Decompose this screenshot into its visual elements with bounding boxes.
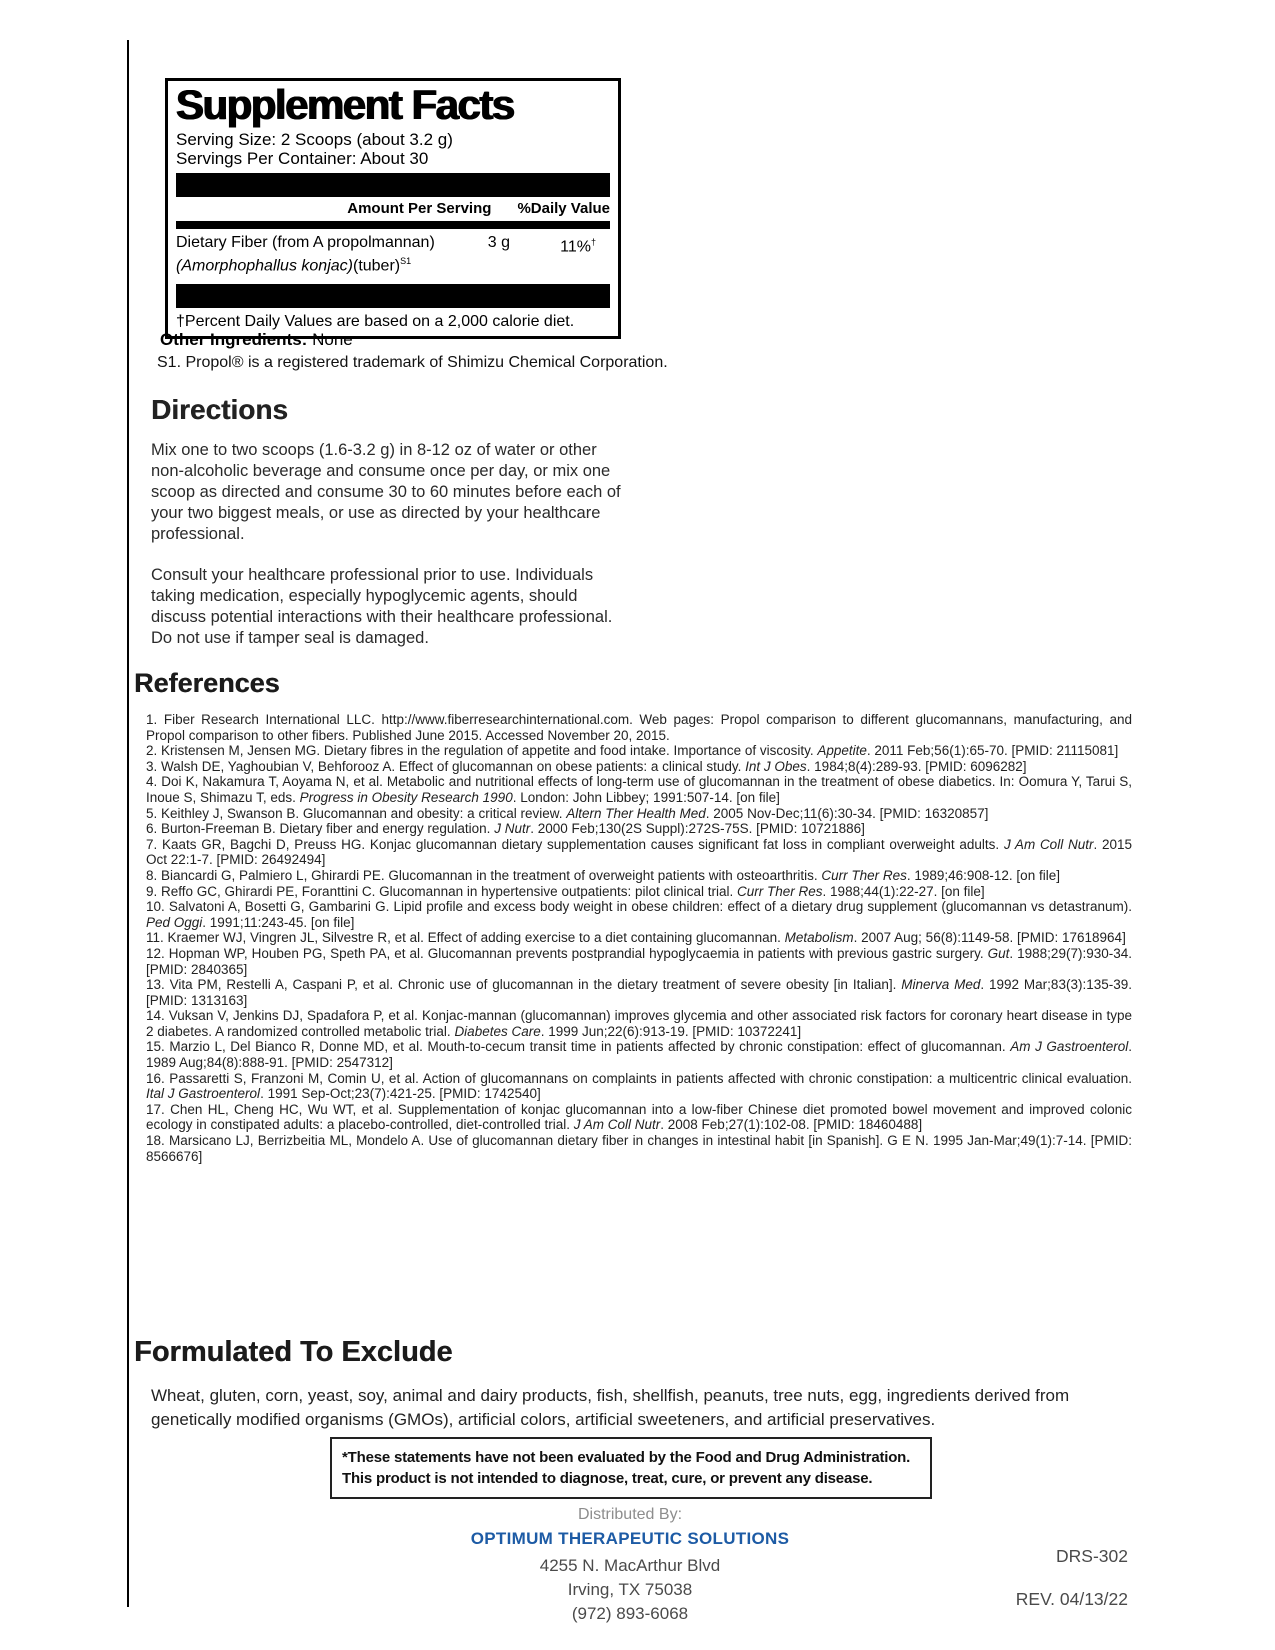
divider-bar-thick [176,173,610,197]
daily-value-footnote: †Percent Daily Values are based on a 2,000 calorie diet. [176,313,575,331]
supplement-facts-title: Supplement Facts [176,81,514,128]
reference-item: 14. Vuksan V, Jenkins DJ, Spadafora P, et al. Konjac-mannan (glucomannan) improves glycemia and other associated risk factors for coronary heart disease in type 2 diabetes. A randomized controlled metabolic trial. Diabetes Care. 1999 Jun;22(6):913-19. [PMID: 10372241] [146,1008,1132,1039]
reference-item: 16. Passaretti S, Franzoni M, Comin U, et al. Action of glucomannans on complaints in patients affected with chronic constipation: a multicentric clinical evaluation. Ital J Gastroenterol. 1991 Sep-Oct;23(7):421-25. [PMID: 1742540] [146,1070,1132,1102]
reference-item: 13. Vita PM, Restelli A, Caspani P, et al. Chronic use of glucomannan in the dietary treatment of severe obesity [in Italian]. Minerva Med. 1992 Mar;83(3):135-39. [PMID: 1313163] [146,977,1132,1008]
distributor-block [415,1506,845,1626]
distributor-address-line2: Irving, TX 75038 [567,1580,693,1599]
directions-paragraph: Consult your healthcare professional prior to use. Individuals taking medication, especially hypoglycemic agents, should discuss potential interactions with their healthcare professional. Do not use if tamper seal is damaged. [151,566,613,647]
directions-heading: Directions [151,394,288,425]
fda-disclaimer-line2: This product is not intended to diagnose, treat, cure, or prevent any disease. [342,1470,873,1487]
reference-item: 15. Marzio L, Del Bianco R, Donne MD, et al. Mouth-to-cecum transit time in patients affected by chronic constipation: effect of glucomannan. Am J Gastroenterol. 1989 Aug;84(8):888-91. [PMID: 2547312] [146,1039,1132,1071]
revision-date: REV. 04/13/22 [1015,1589,1128,1609]
reference-item: 18. Marsicano LJ, Berrizbeitia ML, Mondelo A. Use of glucomannan dietary fiber in changes in intestinal habit [in Spanish]. G E N. 1995 Jan-Mar;49(1):7-14. [PMID: 8566676] [146,1133,1132,1164]
reference-item: 4. Doi K, Nakamura T, Aoyama N, et al. Metabolic and nutritional effects of long-term use of glucomannan in the treatment of obese diabetics. In: Oomura Y, Tarui S, Inoue S, Shimazu T, eds. Progress in Obesity Research 1990. London: John Libbey; 1991:507-14. [on file] [146,774,1132,805]
reference-item: 1. Fiber Research International LLC. http://www.fiberresearchinternational.com. Web pages: Propol comparison to different glucomannans, manufacturing, and Propol comparison to other fibers. Published June 2015. Accessed November 20, 2015. [146,712,1132,743]
nutrient-botanical-name: (Amorphophallus konjac)(tuber)$^{S1}$ [176,255,412,275]
reference-item: 11. Kraemer WJ, Vingren JL, Silvestre R, et al. Effect of adding exercise to a diet containing glucomannan. Metabolism. 2007 Aug; 56(8):1149-58. [PMID: 17618964] [146,930,1126,946]
fda-disclaimer-box [330,1437,932,1499]
left-edge-rule [127,40,129,1607]
divider-bar-thick [176,284,610,308]
nutrient-amount: 3 g [487,233,510,251]
nutrient-daily-value: 11%† [560,236,596,256]
column-daily-value: %Daily Value [517,199,610,217]
trademark-note: S1. Propol® is a registered trademark of Shimizu Chemical Corporation. [157,354,668,371]
nutrient-row-dietary-fiber [176,229,610,279]
distributor-name: OPTIMUM THERAPEUTIC SOLUTIONS [470,1529,790,1548]
document-code: DRS-302 [1056,1546,1128,1566]
supplement-facts-panel [165,78,621,339]
distributor-address-line1: 4255 N. MacArthur Blvd [539,1556,721,1575]
serving-size: Serving Size: 2 Scoops (about 3.2 g) [176,129,453,149]
reference-item: 17. Chen HL, Cheng HC, Wu WT, et al. Supplementation of konjac glucomannan into a low-fiber Chinese diet promoted bowel movement and improved colonic ecology in constipated adults: a placebo-controlled, diet-controlled trial. J Am Coll Nutr. 2008 Feb;27(1):102-08. [PMID: 18460488] [146,1101,1132,1133]
reference-item: 9. Reffo GC, Ghirardi PE, Foranttini C. Glucomannan in hypertensive outpatients: pilot clinical trial. Curr Ther Res. 1988;44(1):22-27. [on file] [146,883,985,899]
other-ingredients-label: Other Ingredients: [160,330,308,349]
reference-item: 2. Kristensen M, Jensen MG. Dietary fibres in the regulation of appetite and food intake. Importance of viscosity. Appetite. 2011 Feb;56(1):65-70. [PMID: 21115081] [146,743,1119,759]
formulated-to-exclude-heading: Formulated To Exclude [134,1336,453,1368]
reference-item: 8. Biancardi G, Palmiero L, Ghirardi PE. Glucomannan in the treatment of overweight patients with osteoarthritis. Curr Ther Res. 1989;46:908-12. [on file] [146,867,1060,883]
distributed-by-label: Distributed By: [577,1506,683,1523]
other-ingredients-value: None [312,330,353,349]
reference-item: 12. Hopman WP, Houben PG, Speth PA, et al. Glucomannan prevents postprandial hypoglycaemia in patients with previous gastric surgery. Gut. 1988;29(7):930-34. [PMID: 2840365] [146,945,1132,977]
distributor-phone: (972) 893-6068 [571,1604,689,1623]
directions-body [151,440,629,669]
other-ingredients [160,330,353,350]
reference-item: 7. Kaats GR, Bagchi D, Preuss HG. Konjac glucomannan dietary supplementation causes significant fat loss in compliant overweight adults. J Am Coll Nutr. 2015 Oct 22:1-7. [PMID: 26492494] [146,836,1132,868]
directions-paragraph: Mix one to two scoops (1.6-3.2 g) in 8-12 oz of water or other non-alcoholic beverage and consume once per day, or mix one scoop as directed and consume 30 to 60 minutes before each of your two biggest meals, or use as directed by your healthcare professional. [151,441,621,543]
divider-bar-thin [176,221,610,229]
nutrient-name: Dietary Fiber (from A propolmannan) [176,233,435,251]
references-heading: References [134,668,280,698]
reference-item: 6. Burton-Freeman B. Dietary fiber and energy regulation. J Nutr. 2000 Feb;130(2S Suppl):272S-75S. [PMID: 10721886] [146,821,865,837]
document-codes [978,1546,1128,1610]
fda-disclaimer-line1: *These statements have not been evaluated by the Food and Drug Administration. [342,1449,911,1466]
reference-item: 5. Keithley J, Swanson B. Glucomannan and obesity: a critical review. Altern Ther Health Med. 2005 Nov-Dec;11(6):30-34. [PMID: 16320857] [146,805,989,821]
column-amount-per-serving: Amount Per Serving [347,199,492,217]
references-list [146,712,1132,1164]
formulated-to-exclude-text: Wheat, gluten, corn, yeast, soy, animal and dairy products, fish, shellfish, peanuts, tree nuts, egg, ingredients derived from genetically modified organisms (GMOs), artificial colors, artificial sweeteners, and artificial preservatives. [151,1386,1070,1429]
reference-item: 3. Walsh DE, Yaghoubian V, Behforooz A. Effect of glucomannan on obese patients: a clinical study. Int J Obes. 1984;8(4):289-93. [PMID: 6096282] [146,758,1027,774]
reference-item: 10. Salvatoni A, Bosetti G, Gambarini G. Lipid profile and excess body weight in obese children: effect of a dietary drug supplement (glucomannan vs detastranum). Ped Oggi. 1991;11:243-45. [on file] [146,899,1132,930]
servings-per-container: Servings Per Container: About 30 [176,148,429,168]
